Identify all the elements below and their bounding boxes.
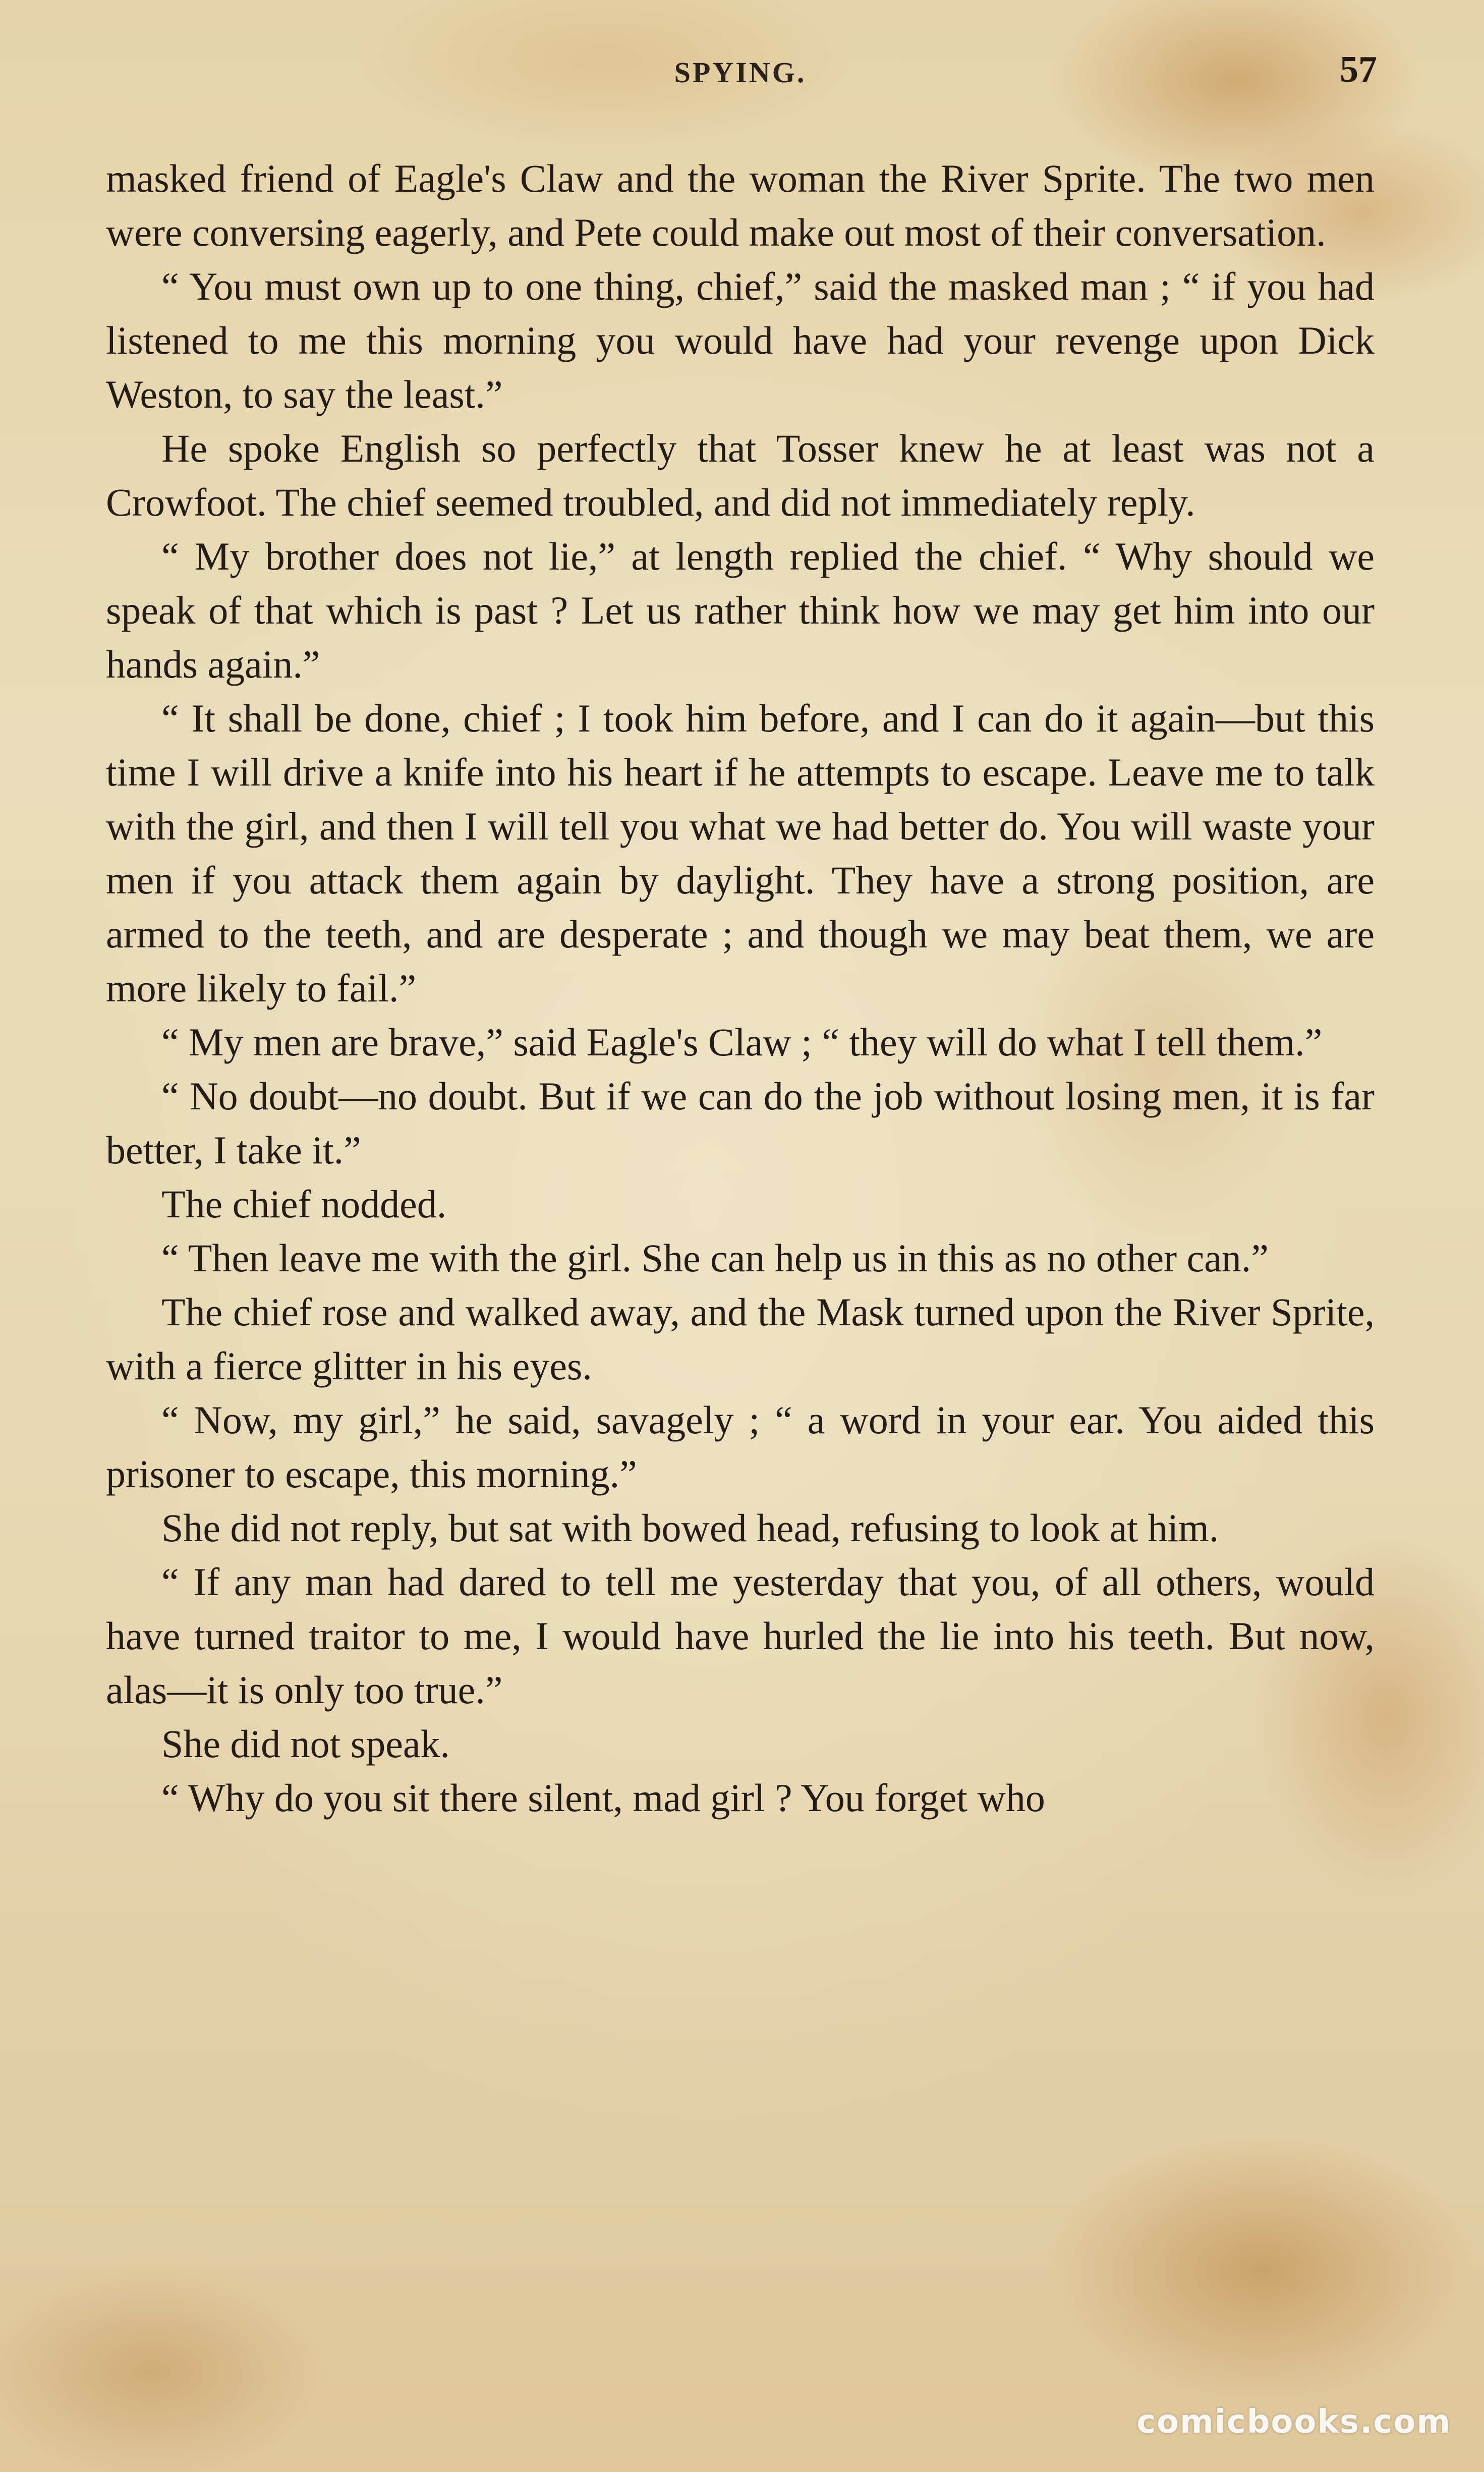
page-number: 57 <box>1340 49 1377 90</box>
paragraph: “ You must own up to one thing, chief,” said the masked man ; “ if you had listened to me this morning you would have had your revenge upon Dick Weston, to say the least.” <box>106 264 1375 416</box>
paragraph: “ Now, my girl,” he said, savagely ; “ a word in your ear. You aided this prisoner to escape, this morning.” <box>106 1398 1375 1496</box>
paragraph: “ If any man had dared to tell me yesterday that you, of all others, would have turned traitor to me, I would have hurled the lie into his teeth. But now, alas—it is only too true.” <box>106 1560 1375 1712</box>
paragraph: He spoke English so perfectly that Tosser knew he at least was not a Crowfoot. The chief seemed troubled, and did not immediately reply. <box>106 426 1375 524</box>
paragraph: “ Then leave me with the girl. She can help us in this as no other can.” <box>161 1236 1269 1280</box>
paragraph: The chief rose and walked away, and the Mask turned upon the River Sprite, with a fierce glitter in his eyes. <box>106 1290 1375 1388</box>
watermark: comicbooks.com <box>1136 2403 1451 2441</box>
paragraph: “ My brother does not lie,” at length replied the chief. “ Why should we speak of that which is past ? Let us rather think how we may get him into our hands again.” <box>106 534 1375 686</box>
paragraph: She did not speak. <box>161 1722 450 1766</box>
paragraph: The chief nodded. <box>161 1182 447 1226</box>
paragraph: “ No doubt—no doubt. But if we can do the job without losing men, it is far better, I take it.” <box>106 1074 1375 1172</box>
paragraph: masked friend of Eagle's Claw and the woman the River Sprite. The two men were conversing eagerly, and Pete could make out most of their conversation. <box>106 156 1375 254</box>
paragraph: “ Why do you sit there silent, mad girl ? You forget who <box>161 1776 1045 1820</box>
paragraph: “ My men are brave,” said Eagle's Claw ; “ they will do what I tell them.” <box>161 1020 1323 1064</box>
page-header <box>103 48 1377 99</box>
body-text <box>106 151 1375 1825</box>
paragraph: She did not reply, but sat with bowed head, refusing to look at him. <box>161 1506 1219 1550</box>
paragraph: “ It shall be done, chief ; I took him before, and I can do it again—but this time I will drive a knife into his heart if he attempts to escape. Leave me to talk with the girl, and then I will tell you what we had better do. You will waste your men if you attack them again by daylight. They have a strong position, are armed to the teeth, and are desperate ; and though we may beat them, we are more likely to fail.” <box>106 696 1375 1010</box>
running-head: SPYING. <box>674 56 807 89</box>
